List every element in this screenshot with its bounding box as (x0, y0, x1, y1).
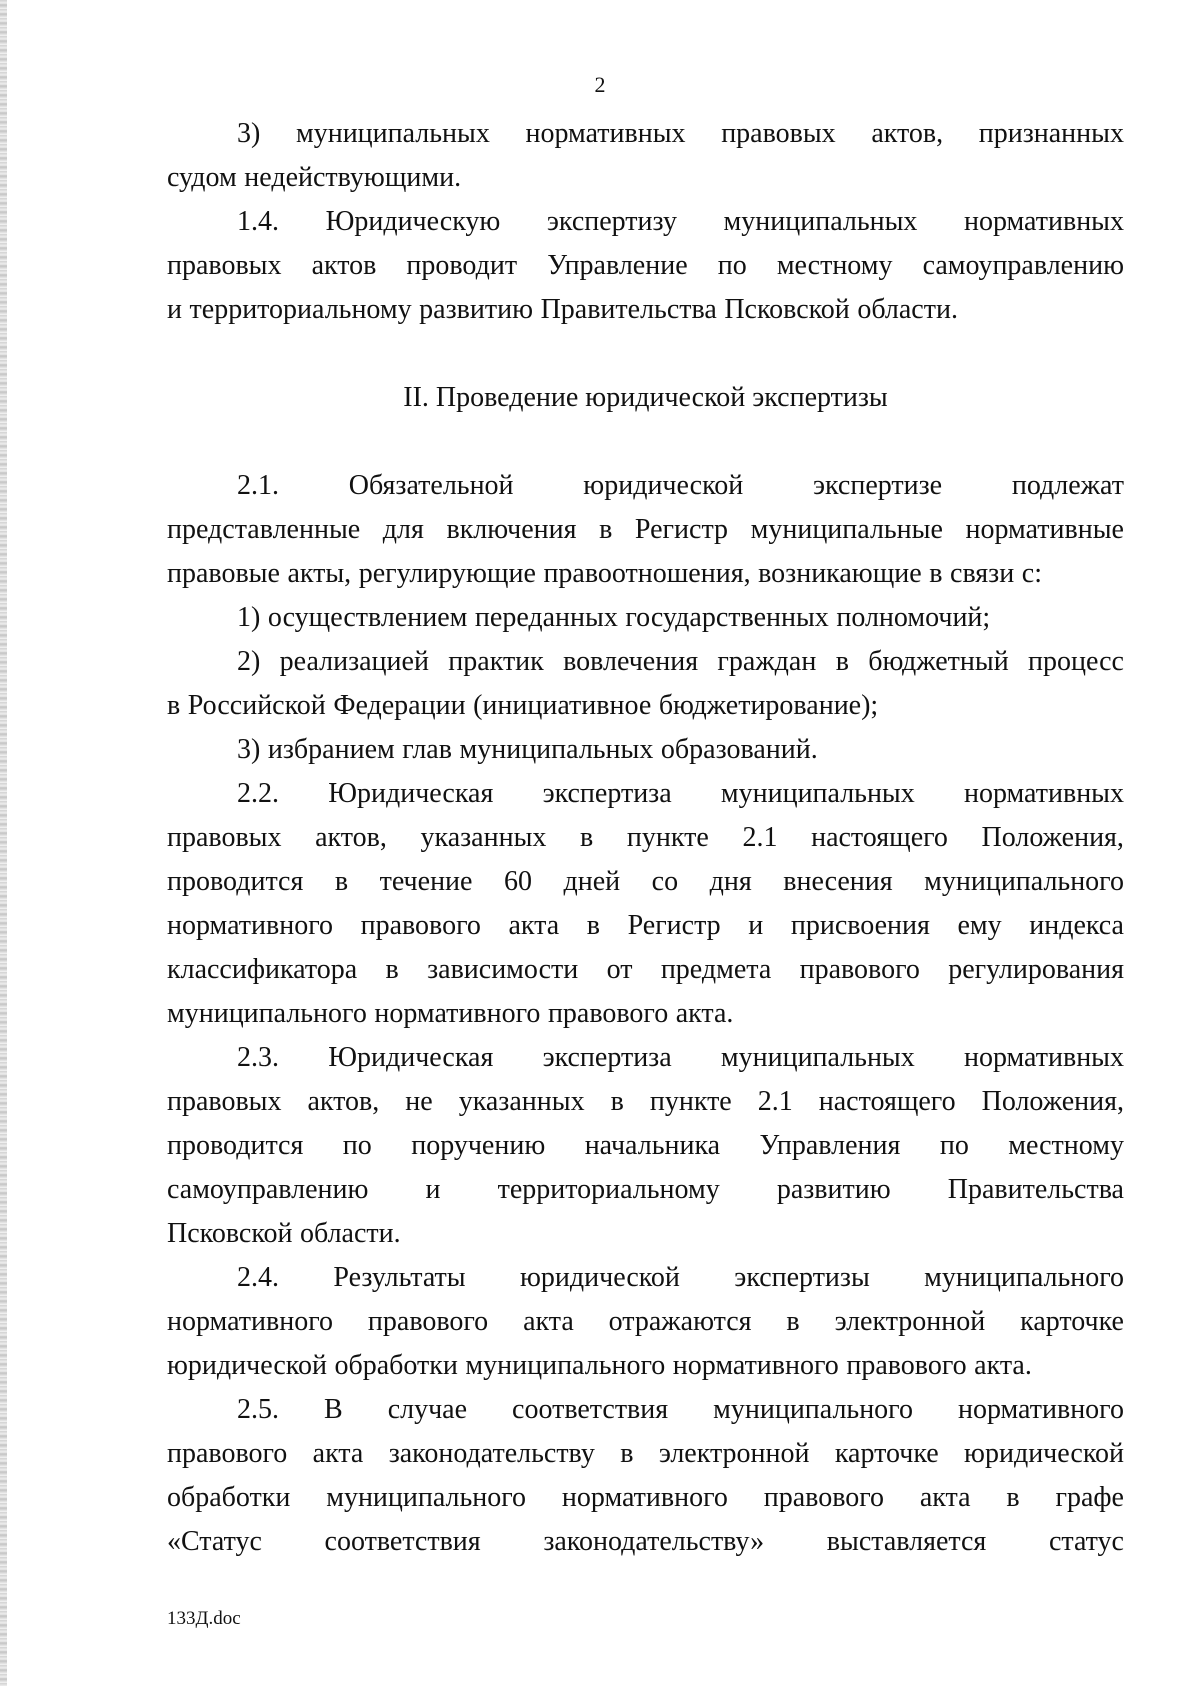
word: осуществлением (267, 602, 468, 633)
word: в (835, 646, 849, 677)
word: актов, (307, 1086, 380, 1117)
word: ему (957, 910, 1002, 941)
word: Правительства (947, 1174, 1124, 1205)
word: карточке (1020, 1306, 1124, 1337)
word: образований. (660, 734, 818, 765)
word: в (1006, 1482, 1020, 1513)
word: Регистр (627, 910, 721, 941)
word: Российской (187, 690, 326, 721)
word: местному (1008, 1130, 1124, 1161)
word: проводится (167, 866, 304, 897)
paragraph-line (167, 200, 1124, 244)
paragraph-line (167, 1124, 1124, 1168)
word: возникающие (758, 558, 922, 589)
word: государственных (625, 602, 829, 633)
heading-spacer (167, 420, 1124, 464)
word: классификатора (167, 954, 358, 985)
word: начальника (584, 1130, 721, 1161)
word: 2.5. (237, 1394, 279, 1425)
paragraph-line (167, 244, 1124, 288)
word: 3) (237, 118, 261, 149)
paragraph-line (167, 464, 1124, 508)
paragraph-line (167, 156, 1124, 200)
word: 2) (237, 646, 261, 677)
paragraph-line (167, 596, 1124, 640)
word: муниципального (465, 1350, 666, 1381)
word: правового (547, 998, 669, 1029)
paragraph-line (167, 1080, 1124, 1124)
word: нормативных (963, 1042, 1124, 1073)
paragraph-line (167, 1388, 1124, 1432)
paragraph-line (167, 1432, 1124, 1476)
word: нормативных (963, 206, 1124, 237)
word: нормативных (525, 118, 686, 149)
word: внесения (783, 866, 893, 897)
paragraph (167, 1256, 1124, 1388)
paragraph-line (167, 1212, 1124, 1256)
paragraph (167, 112, 1124, 200)
word: развитию (776, 1174, 891, 1205)
word: и (167, 294, 182, 325)
word: правовые (167, 558, 280, 589)
word: течение (379, 866, 473, 897)
word: экспертизы (734, 1262, 870, 1293)
word: 2.1 (757, 1086, 793, 1117)
word: юридической (583, 470, 744, 501)
word: связи (950, 558, 1015, 589)
word: актов (311, 250, 377, 281)
word: дней (563, 866, 621, 897)
word: бюджетный (868, 646, 1009, 677)
paragraph-line (167, 860, 1124, 904)
word: для (382, 514, 424, 545)
word: граждан (717, 646, 817, 677)
paragraph-line (167, 1520, 1124, 1564)
file-name-footer: 133Д.doc (167, 1608, 241, 1629)
word: правового (367, 1306, 489, 1337)
word: по (342, 1130, 372, 1161)
word: электронной (658, 1438, 810, 1469)
paragraph-line (167, 552, 1124, 596)
word: избранием (267, 734, 395, 765)
paragraph-line (167, 1168, 1124, 1212)
word: муниципальных (723, 206, 918, 237)
word: Юридическую (325, 206, 501, 237)
word: Юридическая (328, 778, 494, 809)
section-heading: II. Проведение юридической экспертизы (403, 382, 888, 413)
word: области. (300, 1218, 401, 1249)
word: 2.1 (742, 822, 778, 853)
paragraph (167, 728, 1124, 772)
word: правоотношения, (543, 558, 751, 589)
word: карточке (834, 1438, 939, 1469)
word: муниципального (326, 1482, 527, 1513)
word: актов, (871, 118, 944, 149)
word: подлежат (1011, 470, 1124, 501)
word: муниципальные (750, 514, 943, 545)
word: самоуправлению (167, 1174, 369, 1205)
word: по (717, 250, 747, 281)
paragraph (167, 640, 1124, 728)
word: Положения, (981, 1086, 1124, 1117)
word: в (385, 954, 399, 985)
paragraph (167, 596, 1124, 640)
word: настоящего (818, 1086, 956, 1117)
word: проводится (167, 1130, 304, 1161)
paragraph-line (167, 904, 1124, 948)
word: в (167, 690, 181, 721)
word: в (580, 822, 594, 853)
word: в (586, 910, 600, 941)
word: муниципального (713, 1394, 913, 1425)
word: 2.2. (237, 778, 279, 809)
word: 2.4. (237, 1262, 279, 1293)
word: указанных (420, 822, 547, 853)
word: 2.1. (237, 470, 279, 501)
word: представленные (167, 514, 361, 545)
word: правовых (167, 822, 282, 853)
word: муниципального (167, 998, 367, 1029)
paragraph-line (167, 1300, 1124, 1344)
word: в (929, 558, 943, 589)
word: от (606, 954, 633, 985)
word: Положения, (981, 822, 1124, 853)
paragraph-line (167, 508, 1124, 552)
paragraph-line (167, 288, 1124, 332)
word: нормативных (963, 778, 1124, 809)
word: Юридическая (328, 1042, 494, 1073)
paragraph-line (167, 1344, 1124, 1388)
document-body (167, 112, 1124, 1564)
word: правовых (721, 118, 836, 149)
word: правового (167, 1438, 288, 1469)
word: территориальному (189, 294, 412, 325)
word: В (324, 1394, 343, 1425)
word: пункте (649, 1086, 732, 1117)
word: соответствия (512, 1394, 669, 1425)
word: Результаты (333, 1262, 466, 1293)
word: акты, (287, 558, 352, 589)
paragraph (167, 200, 1124, 332)
word: в (620, 1438, 634, 1469)
paragraph-line (167, 684, 1124, 728)
word: 1.4. (237, 206, 279, 237)
word: нормативного (374, 998, 541, 1029)
word: Регистр (634, 514, 729, 545)
word: акта (919, 1482, 971, 1513)
word: предмета (660, 954, 772, 985)
word: развитию (419, 294, 534, 325)
word: зависимости (427, 954, 579, 985)
word: области. (857, 294, 958, 325)
word: акта (312, 1438, 364, 1469)
word: экспертизу (546, 206, 677, 237)
word: муниципальных (459, 734, 654, 765)
word: электронной (834, 1306, 986, 1337)
word: и (748, 910, 764, 941)
word: по (939, 1130, 969, 1161)
word: юридической (964, 1438, 1124, 1469)
word: поручению (411, 1130, 546, 1161)
word: муниципальных (720, 778, 915, 809)
word: нормативного (167, 910, 334, 941)
word: бюджетирование); (658, 690, 879, 721)
word: 3) (237, 734, 261, 765)
word: правовых (167, 1086, 282, 1117)
word: регулирования (948, 954, 1124, 985)
paragraph (167, 1036, 1124, 1256)
heading-spacer (167, 332, 1124, 376)
word: отражаются (608, 1306, 752, 1337)
word: актов, (315, 822, 387, 853)
word: присвоения (790, 910, 930, 941)
word: нормативного (167, 1306, 334, 1337)
word: проводит (406, 250, 518, 281)
word: с: (1021, 558, 1042, 589)
paragraph-line (167, 1476, 1124, 1520)
word: 60 (503, 866, 532, 897)
word: обработки (334, 1350, 458, 1381)
word: юридической (167, 1350, 327, 1381)
paragraph-line (167, 112, 1124, 156)
word: полномочий; (836, 602, 991, 633)
paragraph-line (167, 772, 1124, 816)
page-number: 2 (594, 72, 606, 97)
word: местному (776, 250, 893, 281)
word: соответствия (324, 1526, 481, 1557)
word: в (599, 514, 613, 545)
word: графе (1055, 1482, 1124, 1513)
word: нормативного (672, 1350, 839, 1381)
word: включения (446, 514, 577, 545)
word: муниципальных (720, 1042, 915, 1073)
word: нормативного (561, 1482, 728, 1513)
word: «Статус (167, 1526, 262, 1557)
word: экспертиза (542, 1042, 672, 1073)
word: законодательству (388, 1438, 595, 1469)
word: 2.3. (237, 1042, 279, 1073)
word: Управление (547, 250, 688, 281)
word: правового (763, 1482, 885, 1513)
paragraph-line (167, 728, 1124, 772)
word: настоящего (811, 822, 948, 853)
word: территориальному (497, 1174, 720, 1205)
word: статус (1048, 1526, 1124, 1557)
word: Псковской (724, 294, 850, 325)
word: муниципального (924, 866, 1124, 897)
word: указанных (458, 1086, 585, 1117)
word: Управления (759, 1130, 901, 1161)
word: правового (360, 910, 481, 941)
word: глав (402, 734, 452, 765)
paragraph-line (167, 1036, 1124, 1080)
word: судом (167, 162, 237, 193)
word: правовых (167, 250, 282, 281)
paragraph-line (167, 816, 1124, 860)
word: и (425, 1174, 441, 1205)
word: (инициативное (473, 690, 652, 721)
word: в (334, 866, 349, 897)
word: акта. (974, 1350, 1032, 1381)
word: в (610, 1086, 624, 1117)
word: 1) (237, 602, 261, 633)
word: в (786, 1306, 800, 1337)
word: дня (709, 866, 752, 897)
paragraph-line (167, 948, 1124, 992)
word: Правительства (540, 294, 717, 325)
word: переданных (474, 602, 618, 633)
word: Обязательной (348, 470, 514, 501)
word: муниципального (924, 1262, 1124, 1293)
word: экспертиза (542, 778, 672, 809)
word: Федерации (333, 690, 466, 721)
word: правового (799, 954, 920, 985)
paragraph (167, 1388, 1124, 1564)
word: пункте (626, 822, 709, 853)
paragraph-line (167, 992, 1124, 1036)
paragraph (167, 772, 1124, 1036)
word: акта (508, 910, 560, 941)
word: акта (523, 1306, 574, 1337)
paragraph-line (167, 1256, 1124, 1300)
word: процесс (1028, 646, 1124, 677)
word: практик (448, 646, 544, 677)
word: реализацией (279, 646, 429, 677)
word: случае (387, 1394, 468, 1425)
word: недействующими. (244, 162, 462, 193)
word: обработки (167, 1482, 291, 1513)
word: экспертизе (812, 470, 943, 501)
word: нормативного (957, 1394, 1124, 1425)
word: нормативные (965, 514, 1124, 545)
word: самоуправлению (922, 250, 1124, 281)
word: индекса (1029, 910, 1124, 941)
scan-edge (0, 0, 7, 1686)
word: юридической (519, 1262, 680, 1293)
word: правового (846, 1350, 967, 1381)
paragraph-line (167, 640, 1124, 684)
word: законодательству» (543, 1526, 765, 1557)
paragraph (167, 464, 1124, 596)
word: муниципальных (295, 118, 490, 149)
word: выставляется (826, 1526, 987, 1557)
word: со (651, 866, 679, 897)
word: вовлечения (563, 646, 699, 677)
word: регулирующие (358, 558, 536, 589)
word: признанных (978, 118, 1124, 149)
word: акта. (675, 998, 734, 1029)
word: Псковской (167, 1218, 293, 1249)
word: не (405, 1086, 433, 1117)
